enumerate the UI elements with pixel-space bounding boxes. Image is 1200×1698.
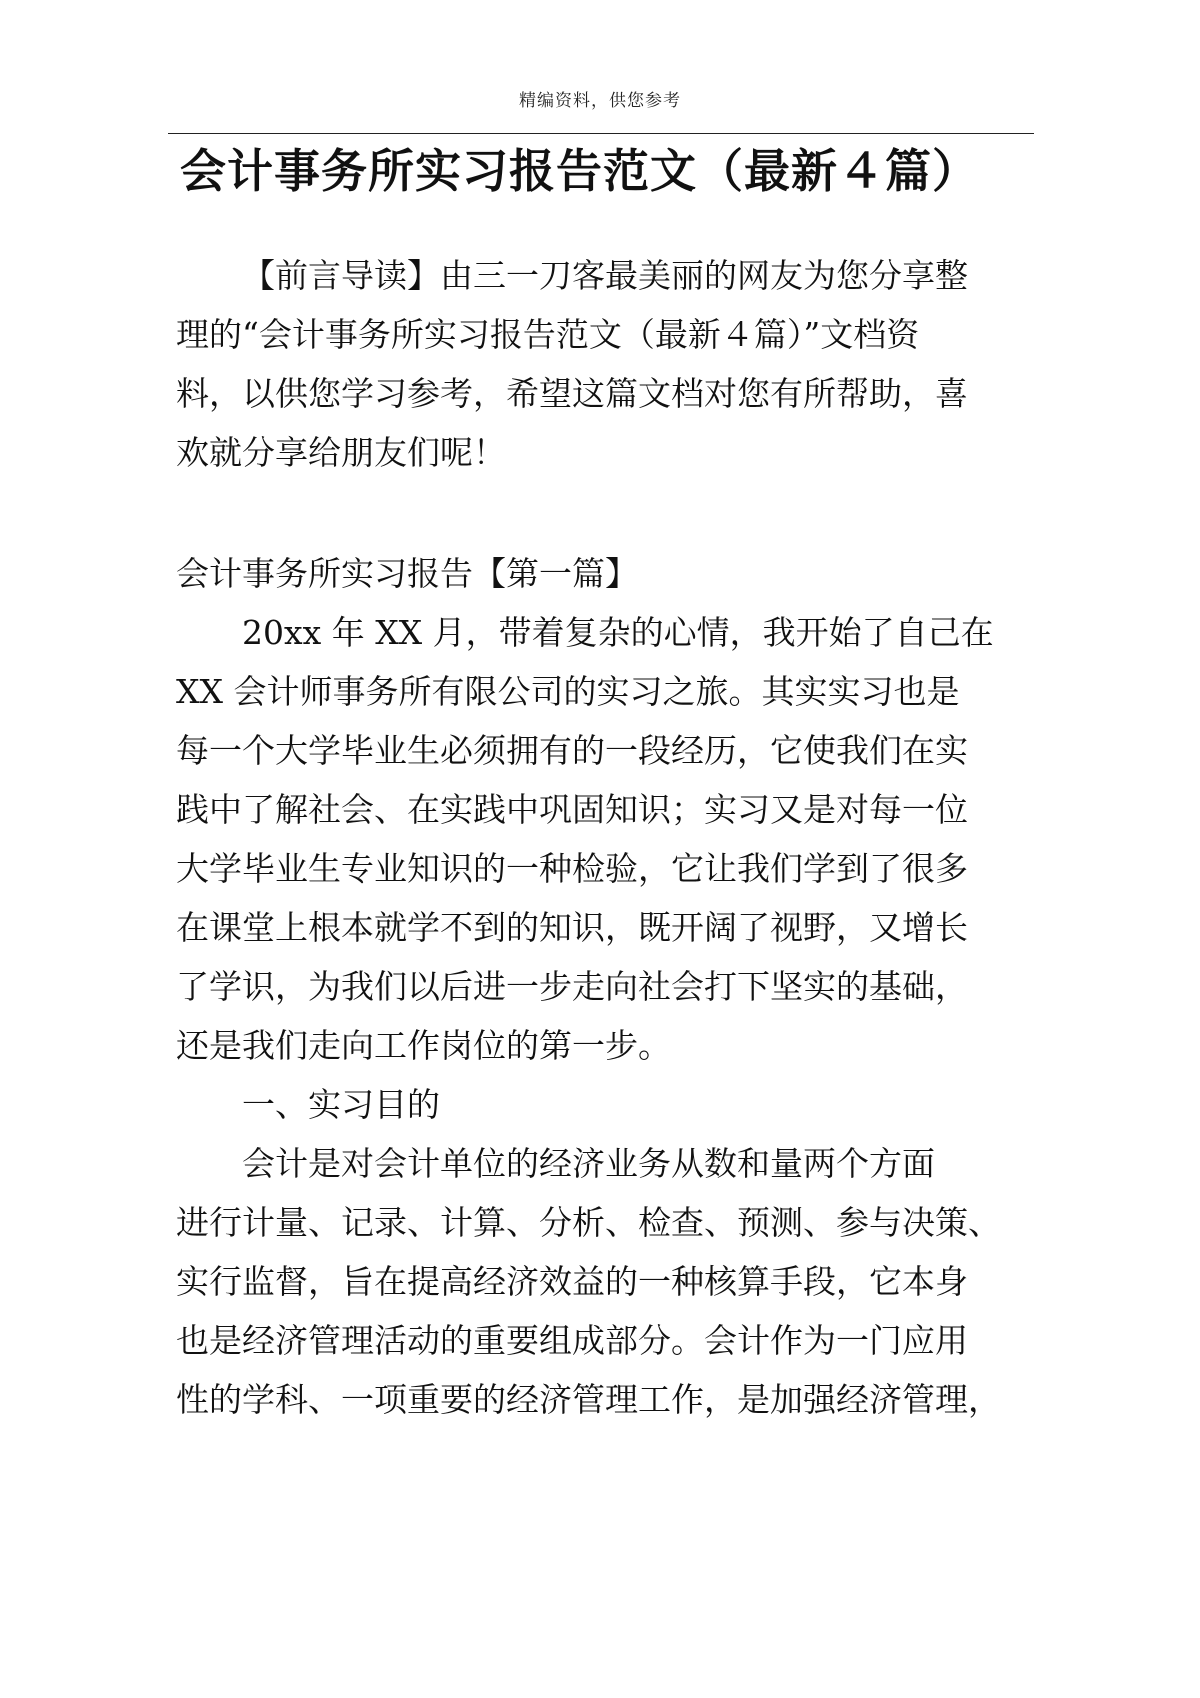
document-body: [176, 246, 1036, 1429]
paragraph-line: XX 会计师事务所有限公司的实习之旅。其实实习也是: [176, 672, 960, 711]
paragraph-line: 大学毕业生专业知识的一种检验，它让我们学到了很多: [176, 849, 968, 888]
paragraph-line: 了学识，为我们以后进一步走向社会打下坚实的基础，: [176, 967, 968, 1006]
body-paragraph: [176, 1134, 1036, 1429]
preface-line: 【前言导读】由三一刀客最美丽的网友为您分享整: [242, 256, 968, 295]
paragraph-line: 20xx 年 XX 月，带着复杂的心情，我开始了自己在: [242, 613, 994, 652]
body-paragraph: [176, 603, 1036, 1075]
paragraph-line: 性的学科、一项重要的经济管理工作，是加强经济管理，: [176, 1380, 1001, 1419]
preface-line: 欢就分享给朋友们呢！: [176, 433, 506, 472]
paragraph-gap: [176, 482, 1036, 544]
paragraph-line: 践中了解社会、在实践中巩固知识；实习又是对每一位: [176, 790, 968, 829]
paragraph-line: 还是我们走向工作岗位的第一步。: [176, 1026, 671, 1065]
preface-line: 理的“会计事务所实习报告范文（最新４篇）”文档资: [176, 315, 920, 354]
paragraph-line: 也是经济管理活动的重要组成部分。会计作为一门应用: [176, 1321, 968, 1360]
running-header: 精编资料，供您参考: [519, 91, 681, 111]
preface-paragraph: [176, 246, 1036, 482]
document-title: 会计事务所实习报告范文（最新４篇）: [180, 144, 979, 198]
subsection-heading: 一、实习目的: [242, 1085, 440, 1124]
section-heading: 会计事务所实习报告【第一篇】: [176, 554, 638, 593]
paragraph-line: 会计是对会计单位的经济业务从数和量两个方面: [242, 1144, 935, 1183]
header-rule: [168, 133, 1034, 134]
preface-line: 料，以供您学习参考，希望这篇文档对您有所帮助，喜: [176, 374, 968, 413]
paragraph-line: 在课堂上根本就学不到的知识，既开阔了视野，又增长: [176, 908, 968, 947]
paragraph-line: 进行计量、记录、计算、分析、检查、预测、参与决策、: [176, 1203, 1001, 1242]
paragraph-line: 实行监督，旨在提高经济效益的一种核算手段，它本身: [176, 1262, 968, 1301]
paragraph-line: 每一个大学毕业生必须拥有的一段经历，它使我们在实: [176, 731, 968, 770]
